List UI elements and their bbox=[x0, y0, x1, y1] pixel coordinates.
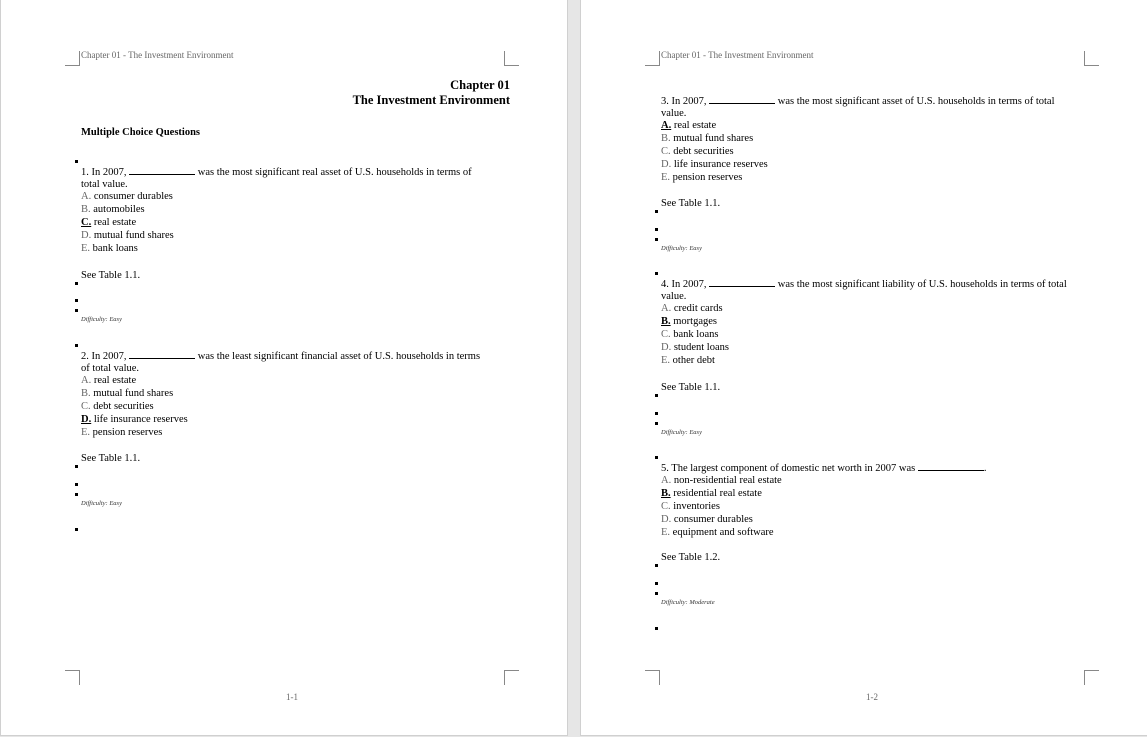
question-1-reference: See Table 1.1. bbox=[81, 270, 141, 281]
document-page-1 bbox=[0, 0, 568, 736]
page-header: Chapter 01 - The Investment Environment bbox=[81, 50, 234, 60]
page-number: 1-1 bbox=[286, 692, 298, 702]
question-1-option-a: A. consumer durables bbox=[81, 191, 173, 202]
question-3-stem-cont: value. bbox=[661, 108, 687, 119]
question-2-option-b: B. mutual fund shares bbox=[81, 388, 174, 399]
question-3-option-c: C. debt securities bbox=[661, 146, 734, 157]
question-3-stem: 3. In 2007, was the most significant asset of U.S. households in terms of total bbox=[661, 96, 1055, 107]
question-2-stem-cont: of total value. bbox=[81, 363, 140, 374]
question-1-stem-cont: total value. bbox=[81, 179, 128, 190]
question-1-difficulty: Difficulty: Easy bbox=[81, 316, 122, 323]
crop-mark bbox=[65, 51, 80, 66]
crop-mark bbox=[1084, 670, 1099, 685]
question-5-stem: 5. The largest component of domestic net worth in 2007 was . bbox=[661, 463, 987, 474]
question-1-option-c: C. real estate bbox=[81, 217, 137, 228]
question-2-reference: See Table 1.1. bbox=[81, 453, 141, 464]
crop-mark bbox=[645, 670, 660, 685]
question-3-option-e: E. pension reserves bbox=[661, 172, 743, 183]
question-5-difficulty: Difficulty: Moderate bbox=[661, 599, 715, 606]
question-4-option-c: C. bank loans bbox=[661, 329, 719, 340]
question-1-stem: 1. In 2007, was the most significant real asset of U.S. households in terms of bbox=[81, 167, 472, 178]
question-2-option-d: D. life insurance reserves bbox=[81, 414, 188, 425]
answer-blank bbox=[918, 461, 984, 471]
page-number: 1-2 bbox=[866, 692, 878, 702]
question-1-option-b: B. automobiles bbox=[81, 204, 145, 215]
question-4-option-e: E. other debt bbox=[661, 355, 715, 366]
question-4-stem: 4. In 2007, was the most significant liability of U.S. households in terms of total bbox=[661, 279, 1067, 290]
chapter-number: Chapter 01 bbox=[450, 78, 510, 92]
question-1-option-e: E. bank loans bbox=[81, 243, 138, 254]
crop-mark bbox=[504, 51, 519, 66]
question-5-reference: See Table 1.2. bbox=[661, 552, 721, 563]
document-page-2 bbox=[580, 0, 1147, 736]
question-3-option-a: A. real estate bbox=[661, 120, 717, 131]
question-5-option-b: B. residential real estate bbox=[661, 488, 762, 499]
answer-blank bbox=[129, 165, 195, 175]
question-2-difficulty: Difficulty: Easy bbox=[81, 500, 122, 507]
crop-mark bbox=[504, 670, 519, 685]
answer-blank bbox=[709, 94, 775, 104]
chapter-title: The Investment Environment bbox=[352, 93, 510, 107]
question-2-option-c: C. debt securities bbox=[81, 401, 154, 412]
page-header: Chapter 01 - The Investment Environment bbox=[661, 50, 814, 60]
answer-blank bbox=[129, 349, 195, 359]
question-4-option-d: D. student loans bbox=[661, 342, 729, 353]
question-4-option-a: A. credit cards bbox=[661, 303, 723, 314]
question-4-difficulty: Difficulty: Easy bbox=[661, 429, 702, 436]
question-5-option-d: D. consumer durables bbox=[661, 514, 753, 525]
question-5-option-c: C. inventories bbox=[661, 501, 720, 512]
question-5-option-a: A. non-residential real estate bbox=[661, 475, 782, 486]
section-heading: Multiple Choice Questions bbox=[81, 127, 201, 138]
question-2-stem: 2. In 2007, was the least significant financial asset of U.S. households in terms bbox=[81, 351, 481, 362]
question-4-reference: See Table 1.1. bbox=[661, 382, 721, 393]
crop-mark bbox=[1084, 51, 1099, 66]
question-3-reference: See Table 1.1. bbox=[661, 198, 721, 209]
question-5-option-e: E. equipment and software bbox=[661, 527, 774, 538]
question-4-stem-cont: value. bbox=[661, 291, 687, 302]
question-4-option-b: B. mortgages bbox=[661, 316, 718, 327]
question-3-difficulty: Difficulty: Easy bbox=[661, 245, 702, 252]
crop-mark bbox=[65, 670, 80, 685]
crop-mark bbox=[645, 51, 660, 66]
question-3-option-d: D. life insurance reserves bbox=[661, 159, 768, 170]
answer-blank bbox=[709, 277, 775, 287]
question-2-option-e: E. pension reserves bbox=[81, 427, 163, 438]
question-3-option-b: B. mutual fund shares bbox=[661, 133, 754, 144]
question-2-option-a: A. real estate bbox=[81, 375, 137, 386]
question-1-option-d: D. mutual fund shares bbox=[81, 230, 174, 241]
